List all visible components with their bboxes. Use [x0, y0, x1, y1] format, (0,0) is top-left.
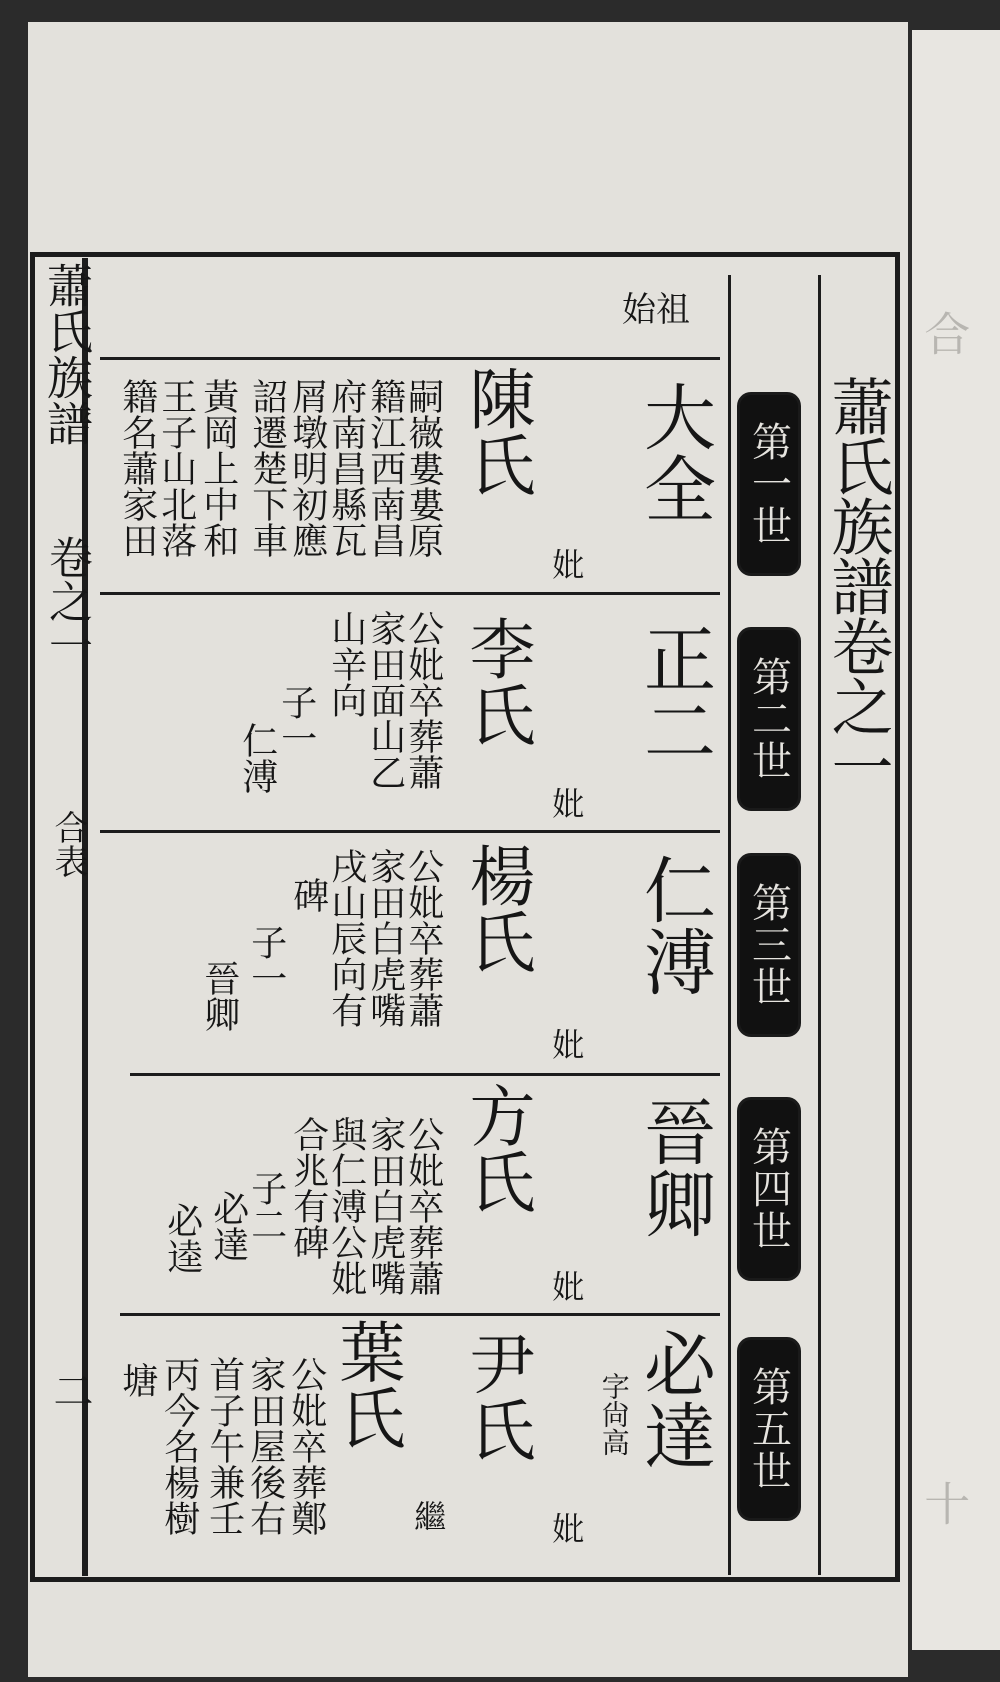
notes-line: 家田白虎嘴 — [364, 1116, 406, 1296]
son-name: 晉卿 — [198, 960, 240, 1032]
notes-line: 家田白虎嘴 — [364, 848, 406, 1028]
wife-label: 妣 — [547, 787, 586, 819]
notes-line: 公妣卒葬蕭 — [402, 1116, 444, 1296]
spine-section: 合表 — [48, 810, 88, 878]
wife-label: 妣 — [547, 1512, 586, 1544]
generation-badge: 第三世 — [737, 853, 801, 1037]
notes-line: 家田面山乙 — [364, 610, 406, 790]
sons-count: 子一 — [245, 924, 287, 996]
row-divider — [130, 1073, 720, 1076]
generation-1-wife: 陳氏 — [458, 365, 535, 497]
founder-label: 始祖 — [622, 290, 690, 330]
notes-line: 合兆有碑 — [287, 1116, 329, 1260]
generation-4-wife: 方氏 — [458, 1082, 535, 1214]
notes-line: 家田屋後右 — [244, 1356, 286, 1536]
notes-line: 嗣嶶婁婁原 — [402, 378, 444, 558]
notes-line: 府南昌縣瓦 — [325, 378, 367, 558]
sons-count: 子一 — [275, 684, 317, 756]
row-divider — [100, 830, 720, 833]
notes-line: 戌山辰向有 — [325, 848, 367, 1028]
notes-line: 公妣卒葬鄭 — [285, 1356, 327, 1536]
row-divider — [120, 1313, 720, 1316]
notes-line: 籍江西南昌 — [364, 378, 406, 558]
notes-line: 公妣卒葬蕭 — [402, 610, 444, 790]
wife-label: 妣 — [547, 548, 586, 580]
wife-label: 妣 — [547, 1270, 586, 1302]
notes-line: 屑墩明初應 — [286, 378, 328, 558]
wife-label: 妣 — [547, 1028, 586, 1060]
generation-badge: 第一世 — [737, 392, 801, 576]
notes-line: 王子山北落 — [155, 378, 197, 558]
notes-line: 與仁溥公妣 — [325, 1116, 367, 1296]
son-name: 必逵 — [161, 1202, 203, 1274]
generation-3-wife: 楊氏 — [458, 842, 535, 974]
spine-volume: 卷之一 — [41, 535, 92, 667]
adjacent-page: 合 十 — [912, 30, 1000, 1650]
generation-3-name: 仁溥 — [632, 853, 716, 997]
son-name: 仁溥 — [236, 722, 278, 794]
generation-badge: 第四世 — [737, 1097, 801, 1281]
row-divider — [100, 357, 720, 360]
courtesy-name: 字尙高 — [597, 1372, 631, 1456]
book-title: 蕭氏族譜卷之一 — [821, 375, 894, 795]
row-divider — [100, 592, 720, 595]
spine-title: 蕭氏族譜 — [40, 262, 94, 446]
generation-badge: 第二世 — [737, 627, 801, 811]
notes-line: 詔遷楚下車 — [246, 378, 288, 558]
notes-line: 籍名蕭家田 — [116, 378, 158, 558]
second-wife-label: 繼 — [409, 1500, 448, 1532]
generation-2-wife: 李氏 — [458, 615, 535, 747]
generation-4-name: 晉卿 — [632, 1095, 716, 1239]
column-rule — [728, 275, 731, 1575]
generation-5-name: 必達 — [632, 1327, 716, 1471]
son-name: 必達 — [207, 1190, 249, 1262]
notes-line: 碑 — [287, 877, 329, 913]
notes-line: 公妣卒葬蕭 — [402, 848, 444, 1028]
generation-1-name: 大全 — [632, 380, 716, 524]
notes-line: 黃岡上中和 — [197, 378, 239, 558]
generation-5-wife: 尹氏 — [458, 1330, 535, 1462]
generation-2-name: 正二 — [632, 622, 716, 766]
generation-5-second-wife: 葉氏 — [328, 1318, 405, 1450]
notes-line: 丙今名楊樹 — [158, 1356, 200, 1536]
notes-line: 塘 — [116, 1362, 158, 1398]
notes-line: 山辛向 — [325, 610, 367, 718]
page-number: 二 — [47, 1370, 93, 1410]
sons-count: 子二 — [245, 1170, 287, 1242]
notes-line: 首子午兼壬 — [203, 1356, 245, 1536]
generation-badge: 第五世 — [737, 1337, 801, 1521]
